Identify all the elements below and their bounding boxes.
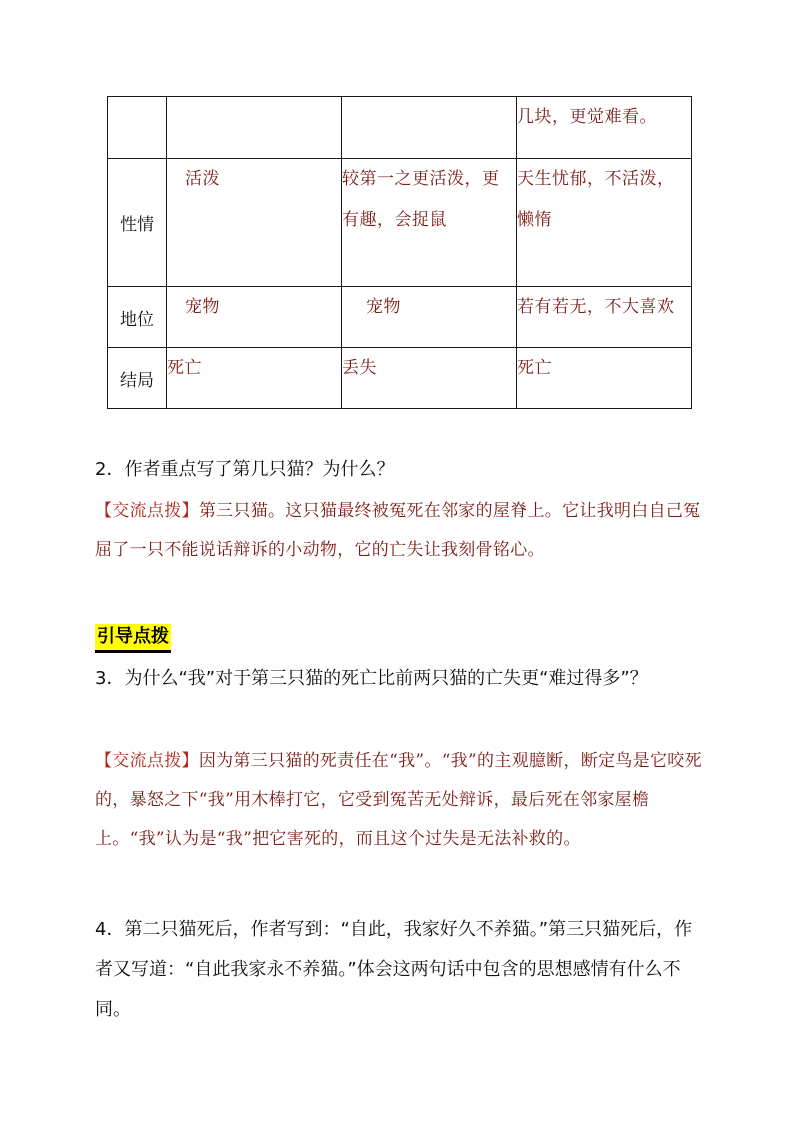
table-cell: 宠物 (167, 287, 342, 348)
table-cell: 若有若无，不大喜欢 (517, 287, 692, 348)
table-cell (342, 97, 517, 159)
row-header (108, 97, 167, 159)
answer-3 (95, 742, 715, 859)
answer-tag: 【交流点拨】 (95, 751, 199, 771)
row-header-status: 地位 (108, 287, 167, 348)
section-badge: 引导点拨 (95, 624, 171, 653)
table-row (108, 287, 692, 348)
answer-tag: 【交流点拨】 (95, 501, 199, 521)
row-header-temperament: 性情 (108, 159, 167, 287)
table-row (108, 97, 692, 159)
table-cell: 活泼 (167, 159, 342, 287)
question-3: 3．为什么“我”对于第三只猫的死亡比前两只猫的亡失更“难过得多”？ (95, 668, 648, 689)
answer-2 (95, 492, 715, 570)
table-cell: 丢失 (342, 348, 517, 409)
table-row (108, 348, 692, 409)
question-4: 4．第二只猫死后，作者写到：“自此，我家好久不养猫。”第三只猫死后，作者又写道：“自此我家永不养猫。”体会这两句话中包含的思想感情有什么不同。 (95, 919, 693, 1020)
table-cell: 天生忧郁，不活泼，懒惰 (517, 159, 692, 287)
answer-text: 因为第三只猫的死责任在“我”。“我”的主观臆断，断定鸟是它咬死的，暴怒之下“我”用木棒打它，它受到冤苦无处辩诉，最后死在邻家屋檐上。“我”认为是“我”把它害死的，而且这个过失是无法补救的。 (95, 751, 702, 849)
cat-comparison-table (107, 96, 692, 409)
table-cell: 几块，更觉难看。 (517, 97, 692, 159)
answer-text: 第三只猫。这只猫最终被冤死在邻家的屋脊上。它让我明白自己冤屈了一只不能说话辩诉的小动物，它的亡失让我刻骨铭心。 (95, 501, 701, 560)
table-cell (167, 97, 342, 159)
table-cell: 较第一之更活泼，更有趣，会捉鼠 (342, 159, 517, 287)
row-header-ending: 结局 (108, 348, 167, 409)
table-cell: 死亡 (167, 348, 342, 409)
question-2: 2．作者重点写了第几只猫？为什么？ (95, 459, 395, 480)
table-row (108, 159, 692, 287)
table-cell: 宠物 (342, 287, 517, 348)
table-cell: 死亡 (517, 348, 692, 409)
